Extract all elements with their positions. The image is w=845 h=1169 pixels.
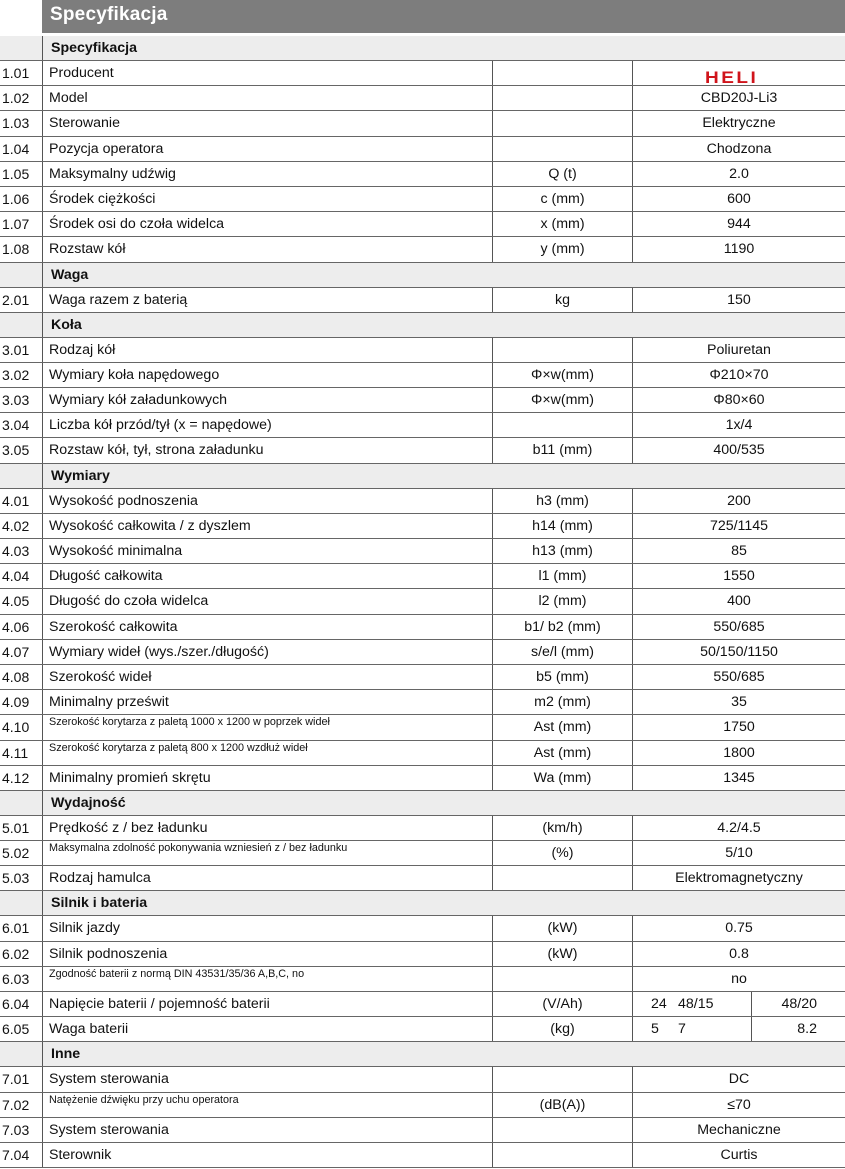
- row-unit: b11 (mm): [492, 438, 632, 462]
- row-label: Maksymalna zdolność pokonywania wzniesień z / bez ładunku: [42, 841, 492, 865]
- row-number: 7.03: [2, 1121, 30, 1138]
- row-unit: Φ×w(mm): [492, 363, 632, 387]
- section-header: [0, 36, 845, 61]
- row-number: 3.01: [2, 341, 30, 358]
- spec-row: [0, 1017, 845, 1042]
- row-value: Curtis: [632, 1143, 845, 1167]
- row-value: 600: [632, 187, 845, 211]
- spec-row: [0, 514, 845, 539]
- row-value: 150: [632, 288, 845, 312]
- row-unit: b5 (mm): [492, 665, 632, 689]
- row-label: Rodzaj kół: [42, 338, 492, 362]
- row-label: Rozstaw kół: [42, 237, 492, 261]
- section-header: [0, 263, 845, 288]
- spec-banner: [42, 0, 845, 33]
- row-number: 4.07: [2, 643, 30, 660]
- row-number: 6.03: [2, 970, 30, 987]
- row-number: 4.03: [2, 543, 30, 559]
- row-unit: [492, 61, 632, 85]
- section-title: Specyfikacja: [42, 36, 845, 60]
- row-number: 2.01: [2, 291, 30, 308]
- row-unit: [492, 1067, 632, 1091]
- spec-row: [0, 187, 845, 212]
- row-label: Silnik podnoszenia: [42, 942, 492, 966]
- row-value: DC: [632, 1067, 845, 1091]
- row-label: Silnik jazdy: [42, 916, 492, 940]
- spec-row: [0, 942, 845, 967]
- spec-row: [0, 715, 845, 740]
- spec-row: [0, 288, 845, 313]
- row-label: Minimalny prześwit: [42, 690, 492, 714]
- row-number: 4.06: [2, 618, 30, 635]
- row-value: 50/150/1150: [632, 640, 845, 664]
- section-title: Waga: [42, 263, 845, 287]
- row-number: 5.01: [2, 819, 30, 836]
- row-unit: [492, 137, 632, 161]
- row-value: Mechaniczne: [632, 1118, 845, 1142]
- row-value: 550/685: [632, 665, 845, 689]
- spec-row: [0, 992, 845, 1017]
- row-label: Pozycja operatora: [42, 137, 492, 161]
- row-unit: (%): [492, 841, 632, 865]
- row-label: Waga razem z baterią: [42, 288, 492, 312]
- row-number: 7.04: [2, 1146, 30, 1163]
- row-unit: kg: [492, 288, 632, 312]
- row-number: 4.01: [2, 492, 30, 509]
- row-number: 1.06: [2, 190, 30, 207]
- row-unit: [492, 1143, 632, 1167]
- spec-row: [0, 162, 845, 187]
- row-value: 1190: [632, 237, 845, 261]
- spec-row: [0, 86, 845, 111]
- row-value: 35: [632, 690, 845, 714]
- section-header: [0, 791, 845, 816]
- row-label: Producent: [42, 61, 492, 85]
- row-number: 3.05: [2, 442, 30, 459]
- row-unit: (kW): [492, 942, 632, 966]
- spec-row: [0, 1118, 845, 1143]
- row-label: Minimalny promień skrętu: [42, 766, 492, 790]
- row-label: Szerokość całkowita: [42, 615, 492, 639]
- page-title: Specyfikacja: [50, 4, 168, 25]
- row-value-part: 8.2: [797, 1021, 817, 1038]
- row-value: 1550: [632, 564, 845, 588]
- row-value: Elektromagnetyczny: [632, 866, 845, 890]
- row-unit: s/e/l (mm): [492, 640, 632, 664]
- row-label: Wymiary kół załadunkowych: [42, 388, 492, 412]
- row-unit: c (mm): [492, 187, 632, 211]
- row-value: 1x/4: [632, 413, 845, 437]
- row-label: Wysokość minimalna: [42, 539, 492, 563]
- section-header: [0, 313, 845, 338]
- row-label: Szerokość korytarza z paletą 1000 x 1200 w poprzek wideł: [42, 715, 492, 739]
- row-value: 2.0: [632, 162, 845, 186]
- row-unit: Ast (mm): [492, 715, 632, 739]
- row-number: 6.04: [2, 996, 30, 1012]
- row-unit: l2 (mm): [492, 589, 632, 613]
- row-number: 4.05: [2, 593, 30, 610]
- row-number: 5.03: [2, 870, 30, 887]
- spec-row: [0, 766, 845, 791]
- row-value: Φ80×60: [632, 388, 845, 412]
- row-label: Wymiary wideł (wys./szer./długość): [42, 640, 492, 664]
- row-number: 3.03: [2, 392, 30, 409]
- row-number: 1.04: [2, 140, 30, 157]
- row-label: Środek osi do czoła widelca: [42, 212, 492, 236]
- row-label: System sterowania: [42, 1067, 492, 1091]
- row-label: Rozstaw kół, tył, strona załadunku: [42, 438, 492, 462]
- row-number: 1.08: [2, 241, 30, 258]
- row-unit: Ast (mm): [492, 741, 632, 765]
- row-value: 85: [632, 539, 845, 563]
- spec-row: [0, 237, 845, 262]
- spec-row: [0, 1067, 845, 1092]
- row-number: 7.01: [2, 1071, 30, 1088]
- section-header: [0, 891, 845, 916]
- row-unit: [492, 967, 632, 991]
- spec-row: [0, 741, 845, 766]
- row-number: 4.12: [2, 769, 30, 786]
- row-value: 550/685: [632, 615, 845, 639]
- spec-row: [0, 438, 845, 463]
- row-value: 0.8: [632, 942, 845, 966]
- spec-row: [0, 363, 845, 388]
- row-value-part: 48/20: [781, 996, 817, 1012]
- row-number: 3.04: [2, 417, 30, 434]
- row-unit: Wa (mm): [492, 766, 632, 790]
- spec-row: [0, 967, 845, 992]
- row-label: Długość całkowita: [42, 564, 492, 588]
- row-unit: (V/Ah): [492, 992, 632, 1016]
- spec-row: [0, 137, 845, 162]
- row-label: Model: [42, 86, 492, 110]
- row-value: 944: [632, 212, 845, 236]
- row-value: Poliuretan: [632, 338, 845, 362]
- row-unit: [492, 86, 632, 110]
- row-value-split: [632, 1017, 845, 1041]
- row-unit: x (mm): [492, 212, 632, 236]
- spec-table: [0, 36, 845, 1168]
- row-unit: Φ×w(mm): [492, 388, 632, 412]
- row-value: 5/10: [632, 841, 845, 865]
- row-label: System sterowania: [42, 1118, 492, 1142]
- row-label: Liczba kół przód/tył (x = napędowe): [42, 413, 492, 437]
- row-unit: l1 (mm): [492, 564, 632, 588]
- row-label: Wysokość podnoszenia: [42, 489, 492, 513]
- spec-row: [0, 388, 845, 413]
- section-title: Wymiary: [42, 464, 845, 488]
- spec-row: [0, 1143, 845, 1168]
- row-unit: [492, 866, 632, 890]
- row-number: 1.02: [2, 90, 30, 107]
- row-number: 7.02: [2, 1096, 30, 1113]
- section-title: Koła: [42, 313, 845, 337]
- row-value-split: [632, 992, 845, 1016]
- row-label: Sterownik: [42, 1143, 492, 1167]
- row-label: Szerokość wideł: [42, 665, 492, 689]
- row-number: 6.01: [2, 920, 30, 937]
- row-value-part: 24: [651, 996, 667, 1012]
- row-value: CBD20J-Li3: [632, 86, 845, 110]
- spec-row: [0, 816, 845, 841]
- row-value: 4.2/4.5: [632, 816, 845, 840]
- row-unit: (kg): [492, 1017, 632, 1041]
- row-number: 4.11: [2, 744, 29, 761]
- row-number: 6.02: [2, 945, 30, 962]
- spec-row: [0, 1093, 845, 1118]
- row-label: Szerokość korytarza z paletą 800 x 1200 wzdłuż wideł: [42, 741, 492, 765]
- row-number: 1.05: [2, 165, 30, 182]
- row-label: Sterowanie: [42, 111, 492, 135]
- row-value: 1800: [632, 741, 845, 765]
- row-label: Wysokość całkowita / z dyszlem: [42, 514, 492, 538]
- spec-row: [0, 866, 845, 891]
- row-number: 1.01: [2, 65, 30, 81]
- row-unit: h14 (mm): [492, 514, 632, 538]
- row-unit: y (mm): [492, 237, 632, 261]
- section-title: Inne: [42, 1042, 845, 1066]
- row-value: 725/1145: [632, 514, 845, 538]
- spec-row: [0, 338, 845, 363]
- spec-row: [0, 690, 845, 715]
- row-number: 4.04: [2, 568, 30, 585]
- row-unit: b1/ b2 (mm): [492, 615, 632, 639]
- row-number: 5.02: [2, 845, 30, 862]
- row-number: 1.07: [2, 216, 30, 233]
- spec-row: [0, 413, 845, 438]
- spec-row: [0, 212, 845, 237]
- row-value: Elektryczne: [632, 111, 845, 135]
- row-label: Natężenie dźwięku przy uchu operatora: [42, 1093, 492, 1117]
- value-divider: [751, 992, 752, 1016]
- row-value: 1345: [632, 766, 845, 790]
- row-value: Φ210×70: [632, 363, 845, 387]
- row-number: 1.03: [2, 115, 30, 132]
- row-label: Waga baterii: [42, 1017, 492, 1041]
- spec-row: [0, 665, 845, 690]
- row-number: 4.10: [2, 719, 30, 736]
- heli-logo: HELI: [705, 69, 759, 88]
- row-unit: [492, 338, 632, 362]
- row-value: ≤70: [632, 1093, 845, 1117]
- row-label: Prędkość z / bez ładunku: [42, 816, 492, 840]
- value-divider: [751, 1017, 752, 1041]
- row-unit: (km/h): [492, 816, 632, 840]
- spec-row: [0, 61, 845, 86]
- spec-row: [0, 564, 845, 589]
- spec-row: [0, 539, 845, 564]
- row-number: 4.09: [2, 694, 30, 711]
- row-unit: m2 (mm): [492, 690, 632, 714]
- row-value: 400/535: [632, 438, 845, 462]
- row-number: 4.08: [2, 668, 30, 685]
- row-unit: h13 (mm): [492, 539, 632, 563]
- row-label: Maksymalny udźwig: [42, 162, 492, 186]
- row-value: [632, 61, 845, 88]
- row-value-part: 48/15: [678, 996, 714, 1012]
- row-label: Napięcie baterii / pojemność baterii: [42, 992, 492, 1016]
- spec-row: [0, 916, 845, 941]
- row-unit: (kW): [492, 916, 632, 940]
- row-value-part: 5: [651, 1021, 659, 1038]
- spec-row: [0, 615, 845, 640]
- spec-row: [0, 489, 845, 514]
- row-label: Rodzaj hamulca: [42, 866, 492, 890]
- row-unit: h3 (mm): [492, 489, 632, 513]
- row-number: 6.05: [2, 1021, 30, 1038]
- row-value: 0.75: [632, 916, 845, 940]
- section-title: Wydajność: [42, 791, 845, 815]
- row-number: 4.02: [2, 517, 30, 534]
- spec-row: [0, 841, 845, 866]
- row-value: Chodzona: [632, 137, 845, 161]
- row-label: Środek ciężkości: [42, 187, 492, 211]
- row-unit: (dB(A)): [492, 1093, 632, 1117]
- row-value: 200: [632, 489, 845, 513]
- row-value-part: 7: [678, 1021, 686, 1038]
- section-header: [0, 464, 845, 489]
- row-value: 400: [632, 589, 845, 613]
- row-unit: Q (t): [492, 162, 632, 186]
- row-value: 1750: [632, 715, 845, 739]
- spec-row: [0, 640, 845, 665]
- row-unit: [492, 1118, 632, 1142]
- spec-row: [0, 589, 845, 614]
- row-label: Długość do czoła widelca: [42, 589, 492, 613]
- row-label: Zgodność baterii z normą DIN 43531/35/36 A,B,C, no: [42, 967, 492, 991]
- row-unit: [492, 111, 632, 135]
- row-number: 3.02: [2, 366, 30, 383]
- row-label: Wymiary koła napędowego: [42, 363, 492, 387]
- row-unit: [492, 413, 632, 437]
- spec-row: [0, 111, 845, 136]
- section-title: Silnik i bateria: [42, 891, 845, 915]
- row-value: no: [632, 967, 845, 991]
- section-header: [0, 1042, 845, 1067]
